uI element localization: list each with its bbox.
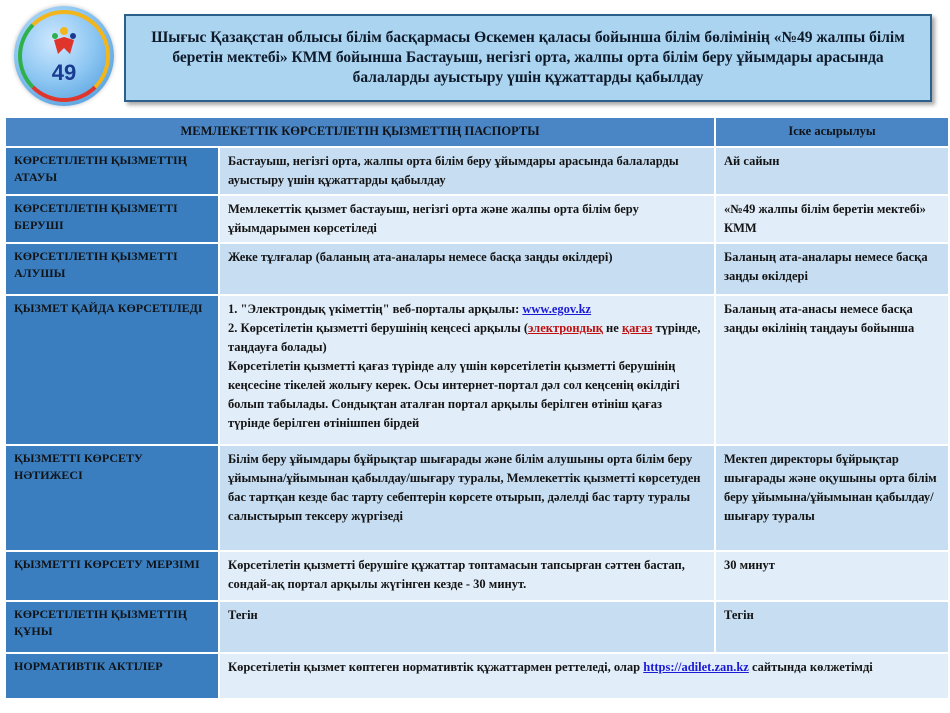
service-passport-table — [4, 116, 950, 700]
table-row — [5, 195, 949, 243]
row-implementation: Тегін — [715, 601, 949, 653]
row-value: Бастауыш, негізгі орта, жалпы орта білім беру ұйымдары арасында балаларды ауыстыру үшін құжаттарды қабылдау — [219, 147, 715, 195]
electronic-word: электрондық — [528, 321, 603, 335]
row-value — [219, 653, 949, 699]
row-label: ҚЫЗМЕТТІ КӨРСЕТУ МЕРЗІМІ — [5, 551, 219, 601]
row-value: Білім беру ұйымдары бұйрықтар шығарады және білім алушыны орта білім беру ұйымына/ұйымынан қабылдау/шығару туралы, Мемлекеттік қызметті көрсетуден бас тартқан кезде бас тарту себептерін көрсете отырып, дәлелді бас тарту туралы салыстырып тексеру жүргізеді — [219, 445, 715, 551]
table-row — [5, 653, 949, 699]
row-label: НОРМАТИВТІК АКТІЛЕР — [5, 653, 219, 699]
paper-word: қағаз — [621, 321, 653, 335]
row-value — [219, 295, 715, 445]
row-implementation: «№49 жалпы білім беретін мектебі» КММ — [715, 195, 949, 243]
normative-text-end: сайтында көлжетімді — [748, 660, 873, 674]
row-label: КӨРСЕТІЛЕТІН ҚЫЗМЕТТІҢ ҚҰНЫ — [5, 601, 219, 653]
choice-text: түрінде, таңдауға болады) — [228, 321, 701, 354]
row-implementation: Баланың ата-аналары немесе басқа заңды өкілдері — [715, 243, 949, 295]
children-figure-icon — [50, 26, 78, 58]
table-row — [5, 295, 949, 445]
row-implementation: 30 минут — [715, 551, 949, 601]
row-label: КӨРСЕТІЛЕТІН ҚЫЗМЕТТІ АЛУШЫ — [5, 243, 219, 295]
school-logo — [14, 6, 114, 106]
row-label: ҚЫЗМЕТТІ КӨРСЕТУ НӘТИЖЕСІ — [5, 445, 219, 551]
row-implementation: Ай сайын — [715, 147, 949, 195]
row-value: Көрсетілетін қызметті берушіге құжаттар топтамасын тапсырған сәттен бастап, сондай-ақ портал арқылы жүгінген кезде - 30 минут. — [219, 551, 715, 601]
table-header-row — [5, 117, 949, 147]
row-value: Мемлекеттік қызмет бастауыш, негізгі орта және жалпы орта білім беру ұйымдарымен көрсетіледі — [219, 195, 715, 243]
table-header-implementation: Іске асырылуы — [715, 117, 949, 147]
table-row — [5, 445, 949, 551]
row-value: Жеке тұлғалар (баланың ата-аналары немесе басқа заңды өкілдері) — [219, 243, 715, 295]
row-label: ҚЫЗМЕТ ҚАЙДА КӨРСЕТІЛЕДІ — [5, 295, 219, 445]
row-implementation: Мектеп директоры бұйрықтар шығарады және оқушыны орта білім беру ұйымына/ұйымынан қабылдау/шығару туралы — [715, 445, 949, 551]
page-title: Шығыс Қазақстан облысы білім басқармасы Өскемен қаласы бойынша білім бөлімінің «№49 жалпы білім беретін мектебі» КММ бойынша Бастауыш, негізгі орта, жалпы орта білім беру ұйымдары арасында балаларды ауыстыру үшін құжаттарды қабылдау — [151, 29, 905, 86]
row-value: Тегін — [219, 601, 715, 653]
normative-text: Көрсетілетін қызмет көптеген нормативтік құжаттармен реттеледі, олар — [228, 660, 644, 674]
table-row — [5, 147, 949, 195]
office-text: 2. Көрсетілетін қызметті берушінің кеңсесі арқылы ( — [228, 321, 528, 335]
row-implementation: Баланың ата-анасы немесе басқа заңды өкілінің таңдауы бойынша — [715, 295, 949, 445]
table-row — [5, 551, 949, 601]
page-title-box — [124, 14, 932, 102]
table-row — [5, 601, 949, 653]
portal-text: 1. "Электрондық үкіметтің" веб-порталы арқылы: — [228, 302, 523, 316]
logo-number: 49 — [51, 60, 77, 85]
or-word: не — [602, 321, 622, 335]
table-row — [5, 243, 949, 295]
row-label: КӨРСЕТІЛЕТІН ҚЫЗМЕТТІҢ АТАУЫ — [5, 147, 219, 195]
table-header-passport: МЕМЛЕКЕТТІК КӨРСЕТІЛЕТІН ҚЫЗМЕТТІҢ ПАСПОРТЫ — [5, 117, 715, 147]
paper-explanation: Көрсетілетін қызметті қағаз түрінде алу үшін көрсетілетін қызметті берушінің кеңсесіне тікелей жолығу керек. Осы интернет-портал дәл сол кеңсенің өкілдігі болып табылады. Сондықтан аталған портал арқылы берілген өтініш қағаз түрінде берілген өтінішпен бірдей — [228, 359, 680, 430]
row-label: КӨРСЕТІЛЕТІН ҚЫЗМЕТТІ БЕРУШІ — [5, 195, 219, 243]
egov-link[interactable]: www.egov.kz — [522, 302, 592, 316]
adilet-link[interactable]: https://adilet.zan.kz — [643, 660, 749, 674]
